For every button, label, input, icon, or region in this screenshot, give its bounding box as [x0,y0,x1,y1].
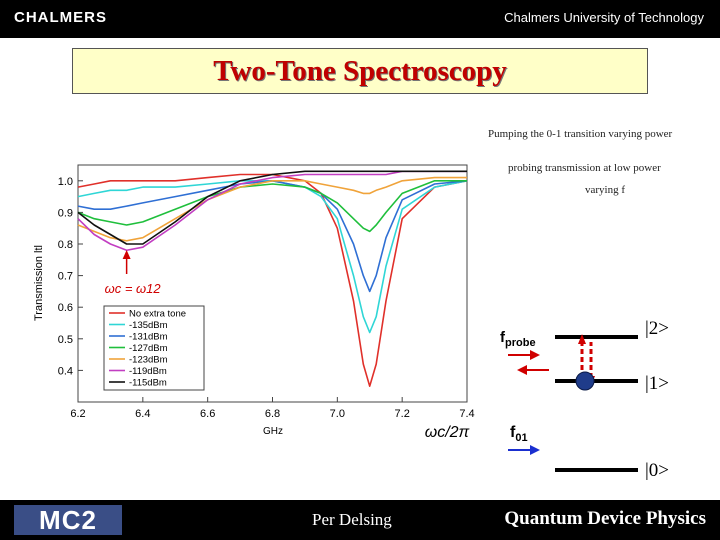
probe-arrow-right-head-icon [530,350,540,360]
x-tick-label: 6.6 [200,408,216,420]
legend-label: -115dBm [129,377,167,389]
y-tick-label: 0.9 [57,207,73,220]
slide-title: Two-Tone Spectroscopy [213,55,507,87]
state-1-label: |1> [645,373,670,394]
x-tick-label: 7.0 [329,408,345,420]
x-axis-label: GHz [263,426,283,437]
fprobe-label: $f_{probe}$ [500,329,536,349]
mc2-logo: MC2 [14,505,122,535]
x-tick-label: 6.8 [264,408,281,420]
legend-label: No extra tone [129,308,187,320]
state-0-label: |0> [645,460,670,481]
x-axis-math-label: ωc/2π [424,424,470,441]
legend-label: -127dBm [129,343,168,354]
legend [104,306,204,390]
chalmers-logo: CHALMERS [14,9,107,26]
energy-diagram [500,329,638,470]
probe-arrow-left-head-icon [517,365,527,375]
annotation-arrow-head [123,250,131,259]
legend-label: -123dBm [129,354,168,366]
pump-note: Pumping the 0-1 transition varying power [488,128,673,140]
x-tick-label: 7.4 [459,408,475,420]
y-tick-label: 0.7 [57,270,73,283]
chart [33,165,475,441]
y-tick-label: 0.5 [57,333,73,346]
y-tick-label: 0.8 [57,239,73,251]
university-name: Chalmers University of Technology [504,10,704,25]
legend-label: -119dBm [129,366,167,377]
state-2-label: |2> [645,318,670,339]
qubit-state-icon [576,372,594,390]
probe-note: probing transmission at low power [508,162,661,174]
series-line [78,178,467,241]
y-tick-label: 0.6 [57,302,73,315]
vary-note: varying f [585,184,626,196]
legend-label: -135dBm [129,320,168,331]
y-tick-label: 0.4 [57,365,73,378]
x-tick-label: 6.4 [135,408,151,420]
x-tick-label: 6.2 [70,408,86,420]
y-tick-label: 1.0 [57,175,73,188]
annotation-label: ωc = ω12 [104,281,161,296]
f01-label: $f_{01}$ [510,424,528,444]
y-axis-label: Transmission ltl [33,245,45,321]
legend-label: -131dBm [129,331,168,343]
pump-arrow-head-icon [530,445,540,455]
x-tick-label: 7.2 [394,408,410,420]
series-line [78,181,467,292]
author-name: Per Delsing [312,510,392,529]
series-line [78,171,467,244]
course-title: Quantum Device Physics [504,508,706,529]
